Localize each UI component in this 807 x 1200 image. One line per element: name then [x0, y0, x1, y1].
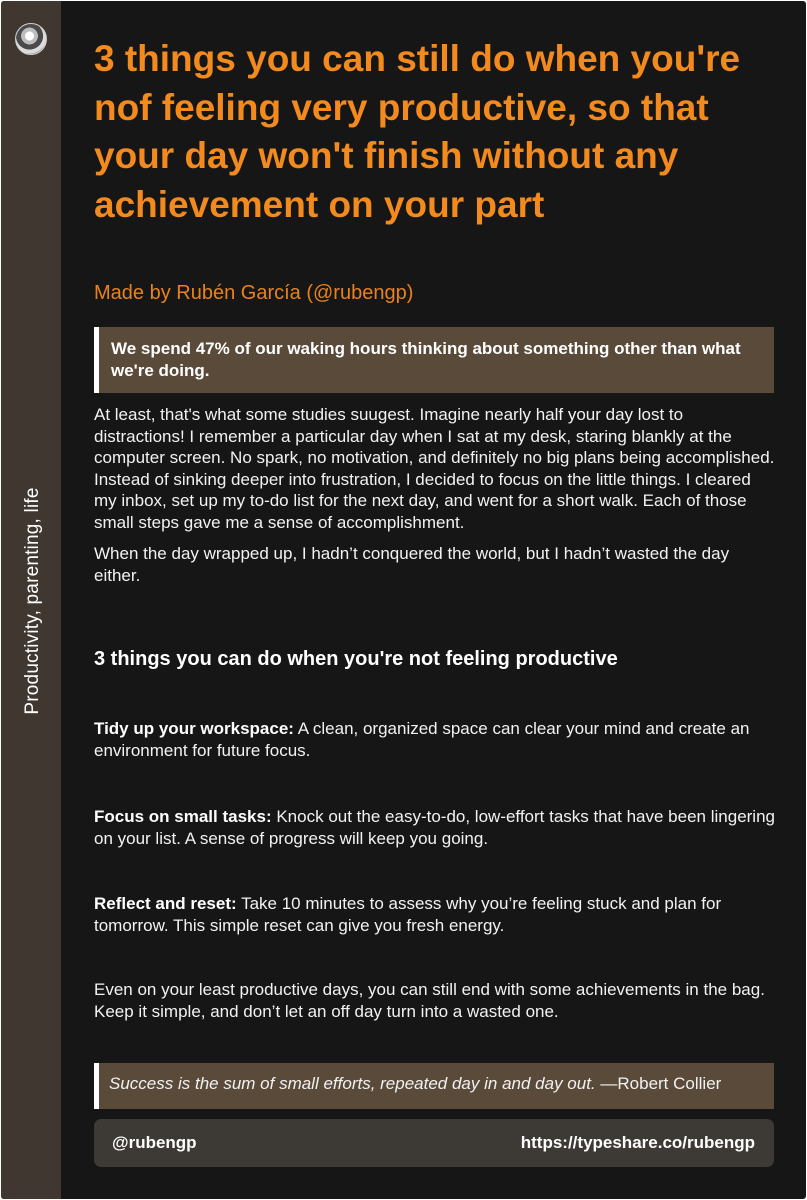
body-paragraph-3: Even on your least productive days, you can still end with some achievements in the bag. Keep it simple, and don’t let an off day turn into a wasted one.	[94, 980, 765, 1021]
list-item-text: Knock out the easy-to-do, low-effort tasks that have been lingering on your list. A sense of progress will keep you going.	[94, 807, 775, 848]
callout-box	[94, 327, 774, 393]
post-title: 3 things you can still do when you're nof feeling very productive, so that your day won't finish without any achievement on your part	[94, 38, 741, 225]
body-paragraph-2: When the day wrapped up, I hadn’t conquered the world, but I hadn’t wasted the day either.	[94, 544, 730, 585]
list-item-text: A clean, organized space can clear your mind and create an environment for future focus.	[94, 719, 750, 760]
quote-author: —Robert Collier	[595, 1074, 722, 1093]
callout-text: We spend 47% of our waking hours thinking about something other than what we're doing.	[111, 339, 741, 380]
list-item	[94, 806, 776, 849]
handle-link[interactable]: @rubengp	[112, 1133, 197, 1152]
list-item-label: Focus on small tasks:	[94, 807, 272, 826]
quote-text: Success is the sum of small efforts, repeated day in and day out.	[109, 1074, 596, 1093]
footer-bar	[94, 1119, 774, 1167]
list-item	[94, 893, 776, 936]
list-item	[94, 718, 776, 761]
avatar	[15, 23, 47, 55]
sidebar	[1, 1, 61, 1199]
list-item-label: Tidy up your workspace:	[94, 719, 294, 738]
section-title: 3 things you can do when you're not feeling productive	[94, 648, 618, 670]
post-card	[1, 1, 806, 1199]
profile-url-link[interactable]: https://typeshare.co/rubengp	[520, 1133, 755, 1152]
list-item-label: Reflect and reset:	[94, 894, 237, 913]
byline: Made by Rubén García (@rubengp)	[94, 282, 414, 304]
tags-label: Productivity, parenting, life	[22, 487, 43, 715]
body-paragraph-1: At least, that's what some studies suugest. Imagine nearly half your day lost to distractions! I remember a particular day when I sat at my desk, staring blankly at the computer screen. No spark, no motivation, and definitely no big plans being accomplished. Instead of sinking deeper into frustration, I decided to focus on the little things. I cleared my inbox, set up my to-do list for the next day, and went for a short walk. Each of those small steps gave me a sense of accomplishment.	[94, 405, 775, 532]
quote-box	[94, 1063, 774, 1109]
list-item-text: Take 10 minutes to assess why you’re feeling stuck and plan for tomorrow. This simple reset can give you fresh energy.	[94, 894, 722, 935]
